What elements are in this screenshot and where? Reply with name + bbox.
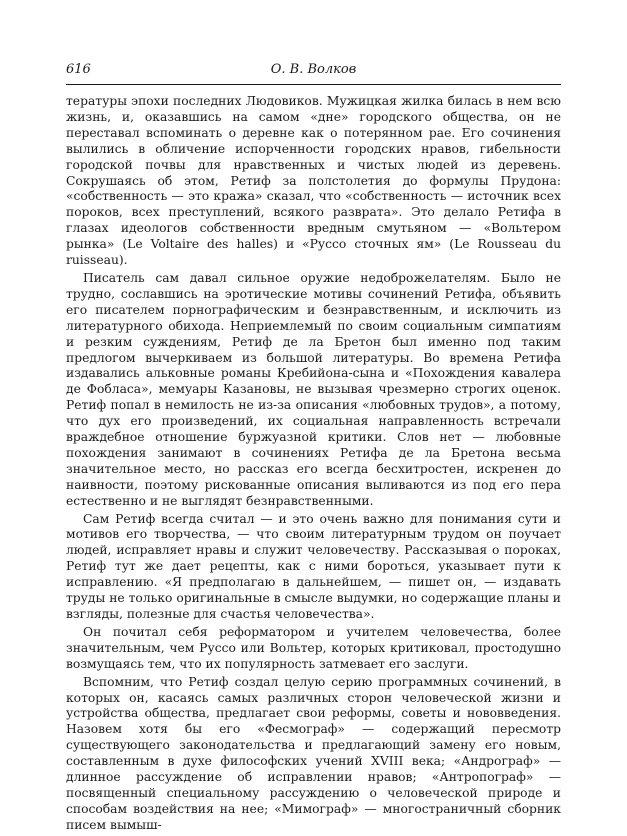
paragraph: Сам Ретиф всегда считал — и это очень важно для понимания сути и мотивов его творчества, — что своим литературным трудом он поучает людей, исправляет нравы и служит человечеству. Рассказывая о пороках, Ретиф тут же дает рецепты, как с ними бороться, указывает пути к исправлению. «Я предполагаю в дальнейшем, — пишет он, — издавать труды не только оригинальные в смысле выдумки, но содержащие планы и взгляды, полезные для счастья человечества». (66, 511, 561, 621)
running-title: О. В. Волков (270, 62, 357, 77)
text-body (66, 94, 561, 836)
header-rule (66, 84, 561, 85)
paragraph: Он почитал себя реформатором и учителем человечества, более значительным, чем Руссо или Вольтер, которых критиковал, простодушно возмущаясь тем, что их популярность затмевает его заслуги. (66, 624, 561, 671)
paragraph: тературы эпохи последних Людовиков. Мужицкая жилка билась в нем всю жизнь, и, оказавшись на самом «дне» городского общества, он не переставал вспоминать о деревне как о потерянном рае. Его сочинения вылились в обличение испорченности городских нравов, гибельности городской почвы для нравственных и чистых людей из деревень. Сокрушаясь об этом, Ретиф за полстолетия до формулы Прудона: «собственность — это кража» сказал, что «собственность — источник всех пороков, всех преступлений, всякого разврата». Это делало Ретифа в глазах идеологов собственности вредным смутьяном — «Вольтером рынка» (Le Voltaire des halles) и «Руссо сточных ям» (Le Rousseau du ruisseau). (66, 94, 561, 268)
paragraph: Писатель сам давал сильное оружие недоброжелателям. Было не трудно, сославшись на эротические мотивы сочинений Ретифа, объявить его писателем порнографическим и безнравственным, и исключить из литературного обихода. Неприемлемый по своим социальным симпатиям и резким суждениям, Ретиф де ла Бретон был именно под таким предлогом вычеркиваем из большой литературы. Во времена Ретифа издавались альковные романы Кребийона-сына и «Похождения кавалера де Фобласа», мемуары Казановы, не вызывая чрезмерно строгих оценок. Ретиф попал в немилость не из-за описания «любовных трудов», а потому, что дух его произведений, их социальная направленность встречали враждебное отношение буржуазной критики. Слов нет — любовные похождения занимают в сочинениях Ретифа де ла Бретона весьма значительное место, но рассказ его всегда бесхитростен, искренен до наивности, поэтому рискованные описания выливаются из под его пера естественно и не выглядят безнравственными. (66, 270, 561, 508)
page-header (66, 62, 561, 80)
page-number: 616 (66, 62, 91, 77)
paragraph: Вспомним, что Ретиф создал целую серию программных сочинений, в которых он, касаясь самых различных сторон человеческой жизни и устройства общества, предлагает свои реформы, советы и нововведения. Назовем хотя бы его «Фесмограф» — содержащий пересмотр существующего законодательства и предлагающий замену его новым, составленным в духе философских учений XVIII века; «Андрограф» — длинное рассуждение об исправлении нравов; «Антропограф» — посвященный специальному рассуждению о человеческой природе и способам воздействия на нее; «Мимограф» — многостраничный сборник писем вымыш- (66, 674, 561, 832)
